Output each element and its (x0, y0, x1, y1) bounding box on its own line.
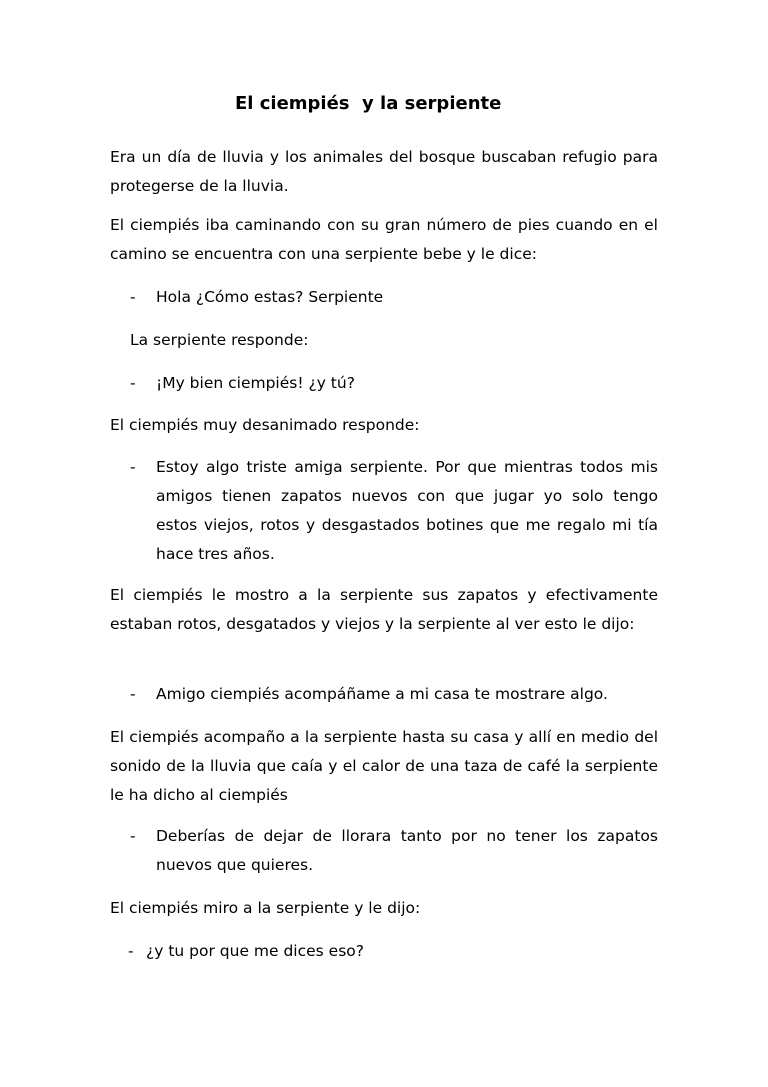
dash-marker: - (130, 288, 136, 306)
narration-line: La serpiente responde: (130, 331, 309, 349)
paragraph-6: El ciempiés miro a la serpiente y le dijo: (110, 899, 421, 917)
paragraph-5: El ciempiés acompaño a la serpiente hasta su casa y allí en medio del sonido de la lluvia que caía y el calor de una taza de café la serpiente le ha dicho al ciempiés (110, 728, 658, 804)
dash-marker: - (128, 942, 134, 960)
dialogue-line-1 (130, 283, 658, 312)
document-title: El ciempiés y la serpiente (235, 93, 502, 114)
dialogue-text: ¿y tu por que me dices eso? (146, 942, 364, 960)
paragraph-2: El ciempiés iba caminando con su gran número de pies cuando en el camino se encuentra con una serpiente bebe y le dice: (110, 216, 658, 263)
paragraph-1: Era un día de lluvia y los animales del bosque buscaban refugio para protegerse de la lluvia. (110, 148, 658, 195)
dialogue-text: Hola ¿Cómo estas? Serpiente (156, 288, 384, 306)
dialogue-text: Amigo ciempiés acompáñame a mi casa te mostrare algo. (156, 685, 608, 703)
dialogue-text: ¡My bien ciempiés! ¿y tú? (156, 374, 355, 392)
dash-marker: - (130, 827, 136, 845)
dialogue-line-3 (130, 453, 658, 569)
dash-marker: - (130, 374, 136, 392)
dash-marker: - (130, 685, 136, 703)
dialogue-line-5 (130, 822, 658, 880)
dialogue-line-6 (128, 937, 656, 966)
paragraph-4: El ciempiés le mostro a la serpiente sus zapatos y efectivamente estaban rotos, desgatados y viejos y la serpiente al ver esto le dijo: (110, 586, 658, 633)
dash-marker: - (130, 458, 136, 476)
paragraph-3: El ciempiés muy desanimado responde: (110, 416, 420, 434)
dialogue-line-4 (130, 680, 658, 709)
dialogue-line-2 (130, 369, 658, 398)
dialogue-text: Deberías de dejar de llorara tanto por no tener los zapatos nuevos que quieres. (156, 827, 658, 874)
dialogue-text: Estoy algo triste amiga serpiente. Por que mientras todos mis amigos tienen zapatos nuevos con que jugar yo solo tengo estos viejos, rotos y desgastados botines que me regalo mi tía hace tres años. (156, 458, 658, 563)
